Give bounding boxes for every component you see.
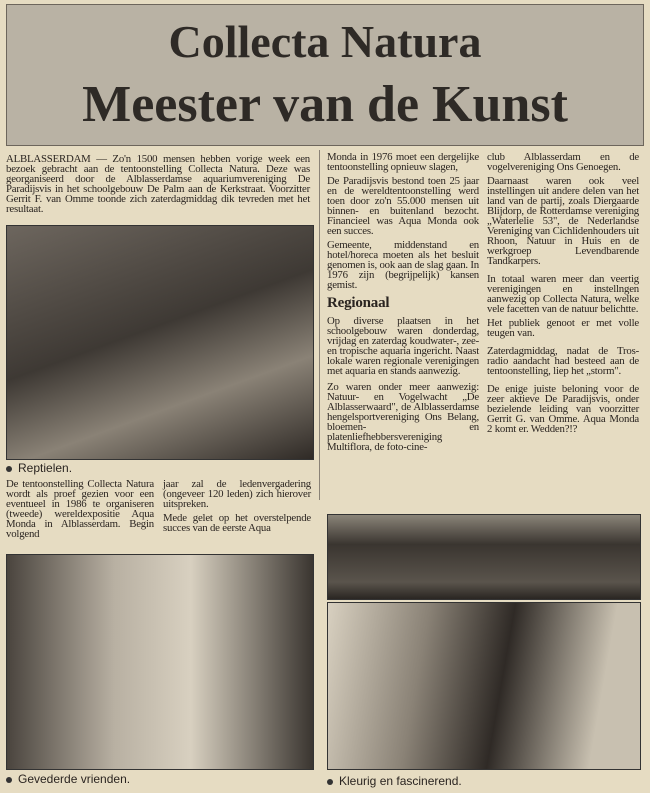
photo-aquarium-top: [327, 514, 641, 600]
photo-gevederde-vrienden: [6, 554, 314, 770]
caption-text: Gevederde vrienden.: [18, 772, 131, 786]
intro-paragraph: ALBLASSERDAM — Zo'n 1500 mensen hebben vorige week een bezoek gebracht aan de tentoonstelling Collecta Natura. Deze was georganiseerd door de Alblasserdamse aquariumvereniging De Paradijsvis in het schoolgebouw De Palm aan de Kerkstraat. Voorzitter Gerrit F. van Omme toonde zich zaterdagmiddag dik tevreden met het resultaat.: [6, 153, 310, 215]
photo-kleurig: [327, 602, 641, 770]
subheading-regionaal: Regionaal: [327, 295, 390, 311]
paragraph: Zaterdagmiddag, nadat de Tros-radio aandacht had besteed aan de tentoonstelling, liep het „storm".: [487, 345, 639, 377]
paragraph: Zo waren onder meer aanwezig: Natuur- en Vogelwacht „De Alblasserwaard", de Alblasserdamse hengelsportvereniging Ons Belang, bloemen- en platenliefhebbersvereniging Multiflora, de foto-cine-: [327, 381, 479, 453]
bullet-icon: [6, 466, 12, 472]
bullet-icon: [6, 777, 12, 783]
paragraph: De tentoonstelling Collecta Natura wordt als proef gezien voor een eventueel in 1986 te organiseren (tweede) wereldexpositie Aqua Monda in Alblasserdam. Begin volgend: [6, 478, 154, 540]
headline-line2: Meester van de Kunst: [82, 76, 568, 133]
column-a: [6, 479, 154, 543]
headline-box: [6, 4, 644, 146]
paragraph: De Paradijsvis bestond toen 25 jaar en de wereldtentoonstelling werd toen door zo'n 55.000 mensen uit binnen- en buitenland bezocht. Financieel was Aqua Monda ook een succes.: [327, 175, 479, 237]
column-b: [163, 479, 311, 537]
caption-text: Reptielen.: [18, 461, 73, 475]
caption-text: Kleurig en fascinerend.: [339, 774, 462, 788]
photo-reptielen: [6, 225, 314, 460]
column-d: [487, 152, 639, 438]
bullet-icon: [327, 779, 333, 785]
paragraph: Mede gelet op het overstelpende succes van de eerste Aqua: [163, 512, 311, 534]
paragraph: De enige juiste beloning voor de zeer aktieve De Paradijsvis, onder bezielende leiding van voorzitter Gerrit G. van Omme. Aqua Monda 2 komt er. Wedden?!?: [487, 383, 639, 435]
paragraph: Het publiek genoot er met volle teugen van.: [487, 317, 639, 339]
caption-photo3: [327, 774, 462, 788]
paragraph: Monda in 1976 moet een dergelijke tentoonstelling opnieuw slagen,: [327, 151, 479, 173]
paragraph: Daarnaast waren ook veel instellingen uit andere delen van het land van de partij, zoals Diergaarde Blijdorp, de Rotterdamse vereniging „Waterlelie 53", de Nederlandse Vereniging van Cichlidenhouders uit Rhoon, Natuur in Huis en de werkgroep Levendbarende Tandkarpers.: [487, 175, 639, 267]
paragraph: Gemeente, middenstand en hotel/horeca moeten als het besluit genomen is, ook aan de slag gaan. In 1976 zijn (begrijpelijk) kansen gemist.: [327, 239, 480, 291]
column-c: [327, 152, 479, 456]
headline-line1: Collecta Natura: [168, 16, 482, 67]
caption-photo2: [6, 772, 130, 786]
paragraph: In totaal waren meer dan veertig verenigingen en instellngen aanwezig op Collecta Natura, welke vele facetten van de natuur belichtte.: [487, 273, 639, 315]
paragraph: jaar zal de ledenvergadering (ongeveer 120 leden) zich hierover uitspreken.: [163, 478, 311, 510]
paragraph: club Alblasserdam en de vogelvereniging Ons Genoegen.: [487, 151, 639, 173]
paragraph: Op diverse plaatsen in het schoolgebouw waren donderdag, vrijdag en zaterdag koudwater-, zee- en tropische aquaria ingericht. Naast lokale waren regionale verenigingen met aquaria en stands aanwezig.: [327, 315, 479, 377]
caption-photo1: [6, 461, 72, 475]
column-divider: [319, 150, 320, 500]
